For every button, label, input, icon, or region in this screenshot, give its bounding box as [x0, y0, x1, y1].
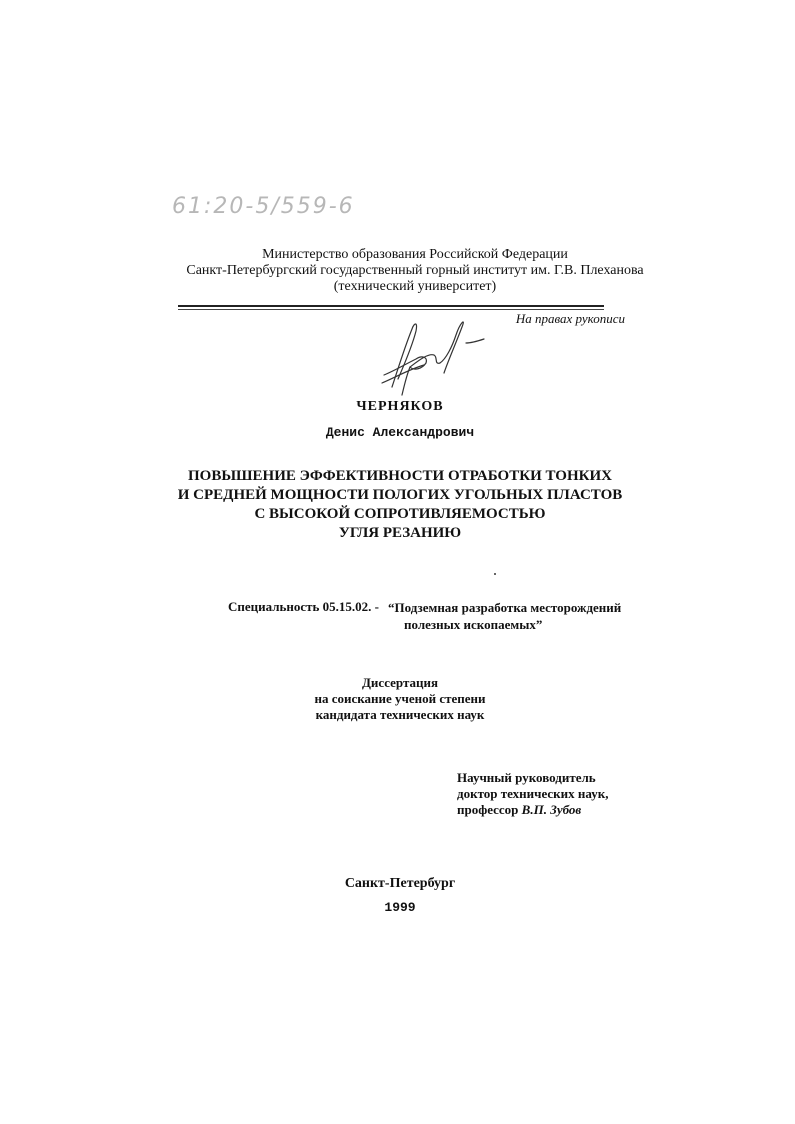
specialty-name-line: полезных ископаемых”	[404, 617, 543, 632]
specialty-name-line: “Подземная разработка месторождений	[388, 600, 622, 615]
header-divider-thick	[178, 305, 604, 307]
supervisor-title: профессор	[457, 802, 519, 817]
ministry-line: Министерство образования Российской Федерации	[262, 247, 568, 262]
institute-line: Санкт-Петербургский государственный горный институт им. Г.В. Плеханова	[186, 263, 644, 278]
specialty-code: Специальность 05.15.02. -	[228, 599, 380, 614]
institution-header	[150, 247, 680, 295]
scan-speck	[494, 573, 496, 575]
title-line: И СРЕДНЕЙ МОЩНОСТИ ПОЛОГИХ УГОЛЬНЫХ ПЛАСТОВ	[177, 487, 623, 503]
supervisor-name-line	[457, 802, 687, 818]
supervisor-name: В.П. Зубов	[521, 802, 582, 817]
title-line: УГЛЯ РЕЗАНИЮ	[338, 525, 462, 541]
supervisor-label: Научный руководитель	[457, 770, 596, 785]
degree-line: на соискание ученой степени	[314, 691, 486, 706]
university-line: (технический университет)	[333, 279, 497, 294]
supervisor-block	[457, 770, 687, 818]
author-surname: ЧЕРНЯКОВ	[356, 399, 444, 414]
dissertation-label: Диссертация	[361, 675, 439, 690]
archive-stamp: 61:20-5/559-6	[172, 194, 355, 219]
manuscript-note: На правах рукописи	[515, 311, 625, 326]
title-line: ПОВЫШЕНИЕ ЭФФЕКТИВНОСТИ ОТРАБОТКИ ТОНКИХ	[187, 468, 613, 484]
supervisor-degree: доктор технических наук,	[457, 786, 609, 801]
dissertation-title	[150, 467, 650, 543]
author-given-names: Денис Александрович	[325, 425, 475, 440]
degree-name: кандидата технических наук	[315, 707, 485, 722]
specialty-name	[388, 599, 648, 633]
title-line: С ВЫСОКОЙ СОПРОТИВЛЯЕМОСТЬЮ	[254, 506, 546, 522]
header-divider-thin	[178, 309, 604, 310]
signature-icon	[374, 313, 494, 399]
dissertation-purpose	[250, 675, 550, 723]
city: Санкт-Петербург	[344, 876, 456, 891]
year: 1999	[384, 900, 416, 915]
